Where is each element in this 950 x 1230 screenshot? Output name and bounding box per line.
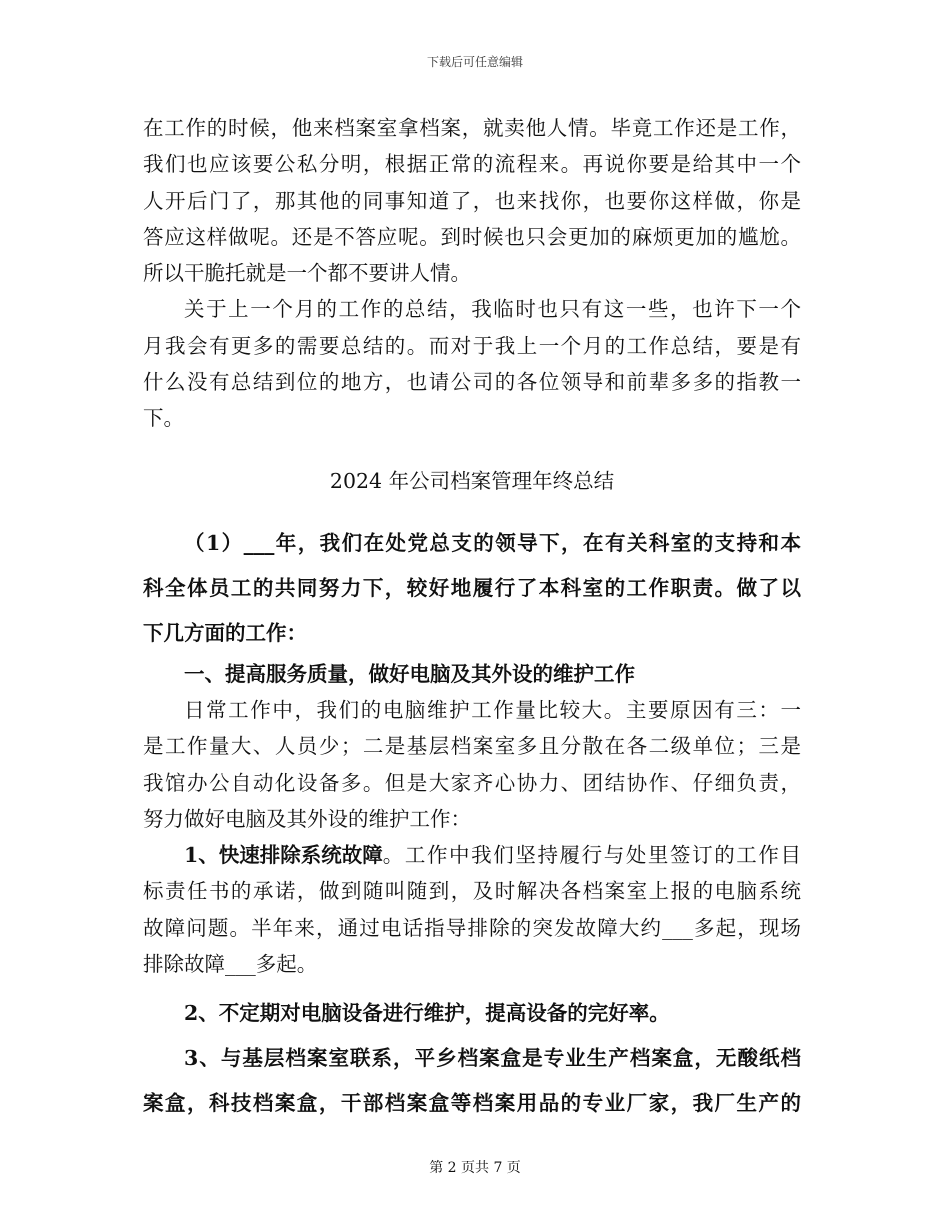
bold-text-line: 3、与基层档案室联系，平乡档案盒是专业生产档案盒，无酸纸档 <box>184 1046 801 1071</box>
bold-text-line: （1）___年，我们在处党总支的领导下，在有关科室的支持和本 <box>184 530 801 555</box>
item-text: 。工作中我们坚持履行与处里签订的工作目 <box>382 843 801 868</box>
text-line: 人开后门了，那其他的同事知道了，也来找你，也要你这样做，你是 <box>143 188 801 213</box>
section-title: 2024 年公司档案管理年终总结 <box>329 468 615 493</box>
text-line: 在工作的时候，他来档案室拿档案，就卖他人情。毕竟工作还是工作， <box>143 116 801 140</box>
text-line: 答应这样做呢。还是不答应呢。到时候也只会更加的麻烦更加的尴尬。 <box>143 224 801 249</box>
bold-text-line: 科全体员工的共同努力下，较好地履行了本科室的工作职责。做了以 <box>143 575 801 600</box>
text-line: 所以干脆托就是一个都不要讲人情。 <box>143 261 471 286</box>
text-line: 下。 <box>143 406 184 431</box>
text-line: 标责任书的承诺，做到随叫随到，及时解决各档案室上报的电脑系统 <box>143 879 801 904</box>
text-line: 故障问题。半年来，通过电话指导排除的突发故障大约___多起，现场 <box>143 915 801 940</box>
text-line: 我馆办公自动化设备多。但是大家齐心协力、团结协作、仔细负责， <box>143 770 801 795</box>
bold-text-line: 案盒，科技档案盒，干部档案盒等档案用品的专业厂家，我厂生产的 <box>143 1091 801 1116</box>
text-line: 努力做好电脑及其外设的维护工作： <box>143 806 471 831</box>
text-line: 日常工作中，我们的电脑维护工作量比较大。主要原因有三：一 <box>184 697 801 722</box>
subheading: 一、提高服务质量，做好电脑及其外设的维护工作 <box>184 661 635 686</box>
item-label: 1、快速排除系统故障 <box>184 843 383 868</box>
page-footer: 第 2 页共 7 页 <box>429 1160 521 1176</box>
text-line: 什么没有总结到位的地方，也请公司的各位领导和前辈多多的指教一 <box>143 370 801 395</box>
bold-text-line: 下几方面的工作： <box>143 620 307 645</box>
text-line: 是工作量大、人员少；二是基层档案室多且分散在各二级单位；三是 <box>143 734 801 759</box>
text-line <box>143 837 801 873</box>
page-header: 下载后可任意编辑 <box>426 55 523 69</box>
text-line: 关于上一个月的工作的总结，我临时也只有这一些，也许下一个 <box>184 297 801 322</box>
bold-text-line: 2、不定期对电脑设备进行维护，提高设备的完好率。 <box>184 1001 670 1026</box>
text-line: 月我会有更多的需要总结的。而对于我上一个月的工作总结，要是有 <box>143 333 801 358</box>
text-line: 我们也应该要公私分明，根据正常的流程来。再说你要是给其中一个 <box>143 152 801 177</box>
text-line: 排除故障___多起。 <box>143 952 318 977</box>
document-body <box>143 110 801 1126</box>
